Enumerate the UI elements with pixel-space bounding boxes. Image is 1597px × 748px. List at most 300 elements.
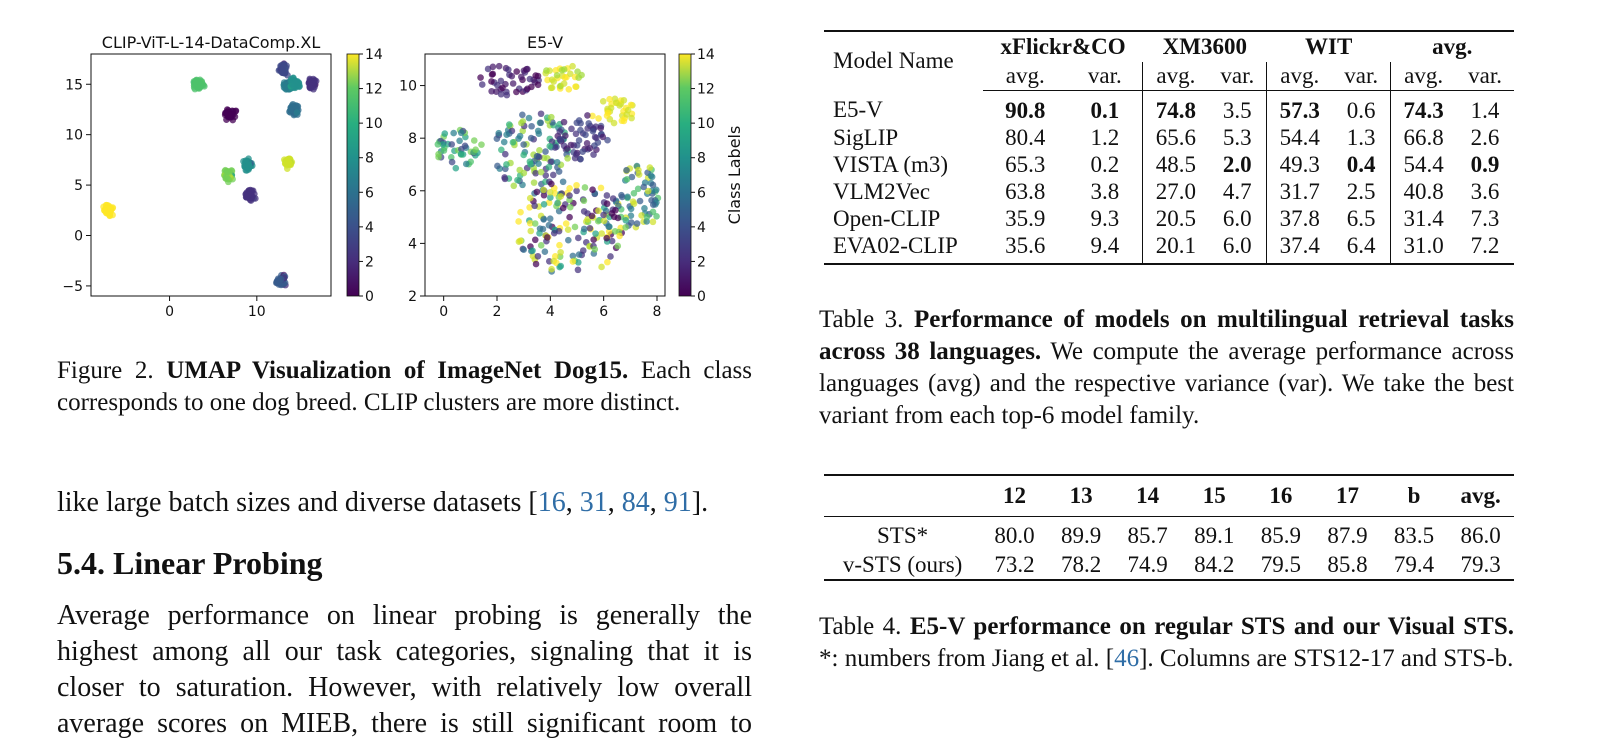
- table-row: [824, 517, 1514, 551]
- table-cell: 79.4: [1393, 551, 1435, 577]
- data-point: [605, 223, 612, 230]
- data-point: [514, 177, 521, 184]
- data-point: [582, 132, 589, 139]
- colorbar-tick-label: 2: [697, 254, 706, 271]
- para-line: Average performance on linear probing is generally the: [57, 600, 752, 631]
- colorbar-tick-label: 12: [365, 81, 383, 98]
- table-cell: 7.3: [1470, 205, 1500, 231]
- row-label: STS*: [877, 522, 929, 548]
- data-point: [650, 182, 657, 189]
- data-point: [197, 83, 204, 90]
- data-point: [598, 230, 605, 237]
- table-cell: 85.9: [1260, 522, 1301, 548]
- data-point: [548, 114, 555, 121]
- data-point: [517, 209, 524, 216]
- colorbar-tick-label: 2: [365, 254, 374, 271]
- data-point: [573, 188, 580, 195]
- caption-post: ]. Columns are STS12-17 and STS-b.: [1139, 645, 1514, 672]
- data-point: [538, 169, 545, 176]
- data-point: [458, 130, 465, 137]
- data-point: [557, 128, 564, 135]
- table-4: [824, 474, 1514, 581]
- data-point: [590, 236, 597, 243]
- data-point: [510, 183, 517, 190]
- y-tick-label: 5: [74, 178, 83, 195]
- table-cell: 63.8: [1005, 178, 1046, 204]
- table-cell: 86.0: [1460, 522, 1501, 548]
- data-point: [550, 172, 557, 179]
- data-point: [624, 176, 631, 183]
- data-point: [287, 107, 294, 114]
- data-point: [598, 264, 605, 271]
- data-point: [282, 85, 289, 92]
- table-cell: 80.0: [994, 522, 1035, 548]
- data-point: [590, 128, 597, 135]
- data-point: [559, 67, 566, 74]
- data-point: [518, 120, 525, 127]
- table-cell: 65.3: [1005, 151, 1046, 177]
- data-point: [634, 220, 641, 227]
- sub-header: var.: [1208, 62, 1266, 91]
- col-model-name: Model Name: [833, 48, 954, 74]
- data-point: [572, 83, 579, 90]
- data-point: [595, 207, 602, 214]
- data-point: [610, 195, 617, 202]
- data-point: [458, 151, 465, 158]
- data-point: [636, 171, 643, 178]
- y-tick-label: 0: [74, 228, 83, 245]
- sub-header: avg.: [983, 62, 1067, 91]
- data-point: [574, 119, 581, 126]
- data-point: [548, 181, 555, 188]
- data-point: [548, 266, 555, 273]
- colorbar: [347, 54, 359, 296]
- column-header: 15: [1181, 475, 1248, 517]
- data-point: [568, 142, 575, 149]
- table-cell: 79.5: [1260, 551, 1301, 577]
- data-point: [503, 131, 510, 138]
- data-point: [536, 147, 543, 154]
- model-name: E5-V: [833, 97, 883, 123]
- data-point: [578, 72, 585, 79]
- data-point: [562, 132, 569, 139]
- table-cell: 27.0: [1143, 178, 1209, 205]
- data-point: [566, 214, 573, 221]
- table-cell: 80.4: [1005, 124, 1046, 150]
- body-line-text: like large batch sizes and diverse datasets [: [57, 487, 538, 518]
- table-cell: 90.8: [1005, 97, 1046, 123]
- data-point: [477, 74, 484, 81]
- caption-pre: *: numbers from Jiang et al. [: [819, 645, 1115, 672]
- data-point: [609, 210, 616, 217]
- data-point: [516, 238, 523, 245]
- caption-rest: Each class corresponds to one dog breed. CLIP clusters are more distinct.: [57, 357, 752, 416]
- caption-label: Table 4.: [819, 613, 902, 640]
- table-cell: 35.9: [1005, 205, 1046, 231]
- data-point: [550, 78, 557, 85]
- data-point: [521, 170, 528, 177]
- data-point: [517, 133, 524, 140]
- data-point: [538, 110, 545, 117]
- data-point: [540, 226, 547, 233]
- data-point: [637, 198, 644, 205]
- caption-bold: E5-V performance on regular STS and our Visual STS.: [909, 613, 1515, 640]
- data-point: [592, 134, 599, 141]
- data-point: [498, 78, 505, 85]
- colorbar-tick-label: 4: [697, 219, 706, 236]
- table-cell: 74.8: [1143, 91, 1209, 125]
- table-cell: 31.4: [1391, 205, 1457, 232]
- data-point: [557, 249, 564, 256]
- table-cell: 83.5: [1393, 522, 1435, 548]
- group-header: WIT: [1305, 34, 1353, 59]
- data-point: [505, 66, 512, 73]
- data-point: [488, 88, 495, 95]
- colorbar-tick-label: 8: [697, 150, 706, 167]
- data-point: [566, 192, 573, 199]
- data-point: [556, 228, 563, 235]
- colorbar-tick-label: 8: [365, 150, 374, 167]
- table-cell: 0.9: [1470, 151, 1500, 177]
- group-header: xFlickr&CO: [1000, 34, 1126, 59]
- table-cell: 65.6: [1143, 124, 1209, 151]
- table-cell: 31.0: [1391, 232, 1457, 264]
- data-point: [572, 224, 579, 231]
- sub-header: var.: [1067, 62, 1143, 91]
- data-point: [537, 119, 544, 126]
- data-point: [562, 74, 569, 81]
- table-row: [824, 178, 1514, 205]
- data-point: [604, 259, 611, 266]
- data-point: [524, 66, 531, 73]
- data-point: [561, 119, 568, 126]
- table-cell: 7.2: [1470, 232, 1500, 258]
- data-point: [508, 73, 515, 80]
- data-point: [222, 110, 229, 117]
- data-point: [564, 155, 571, 162]
- data-point: [554, 159, 561, 166]
- column-header: 12: [981, 475, 1048, 517]
- table-cell: 84.2: [1194, 551, 1235, 577]
- data-point: [605, 110, 612, 117]
- data-point: [535, 128, 542, 135]
- data-point: [572, 155, 579, 162]
- data-point: [623, 167, 630, 174]
- colorbar-tick-label: 10: [365, 116, 383, 133]
- data-point: [557, 193, 564, 200]
- data-point: [510, 80, 517, 87]
- data-point: [449, 159, 456, 166]
- table-cell: 0.6: [1346, 97, 1376, 123]
- data-point: [506, 121, 513, 128]
- data-point: [644, 214, 651, 221]
- data-point: [489, 71, 496, 78]
- table-cell: 35.6: [1005, 232, 1046, 258]
- table-4-caption: [819, 611, 1514, 675]
- data-point: [472, 146, 479, 153]
- table-cell: 40.8: [1391, 178, 1457, 205]
- data-point: [529, 247, 536, 254]
- table-row: [824, 232, 1514, 264]
- caption-label: Table 3.: [819, 306, 904, 333]
- data-point: [595, 115, 602, 122]
- table-cell: 6.5: [1346, 205, 1376, 231]
- data-point: [614, 243, 621, 250]
- sub-header: avg.: [1267, 62, 1333, 91]
- data-point: [527, 158, 534, 165]
- scatter-points: [100, 60, 319, 288]
- table-row: [824, 151, 1514, 178]
- data-point: [641, 205, 648, 212]
- data-point: [650, 209, 657, 216]
- data-point: [494, 163, 501, 170]
- data-point: [518, 74, 525, 81]
- table-cell: 6.0: [1222, 205, 1252, 231]
- data-point: [565, 237, 572, 244]
- citation-link[interactable]: 16: [537, 487, 566, 518]
- data-point: [561, 80, 568, 87]
- data-point: [527, 228, 534, 235]
- data-point: [585, 120, 592, 127]
- data-point: [245, 158, 252, 165]
- data-point: [513, 89, 520, 96]
- data-point: [294, 109, 301, 116]
- data-point: [532, 237, 539, 244]
- column-header: 13: [1048, 475, 1115, 517]
- data-point: [519, 112, 526, 119]
- table-cell: 0.4: [1346, 151, 1376, 177]
- data-point: [600, 134, 607, 141]
- model-name: VISTA (m3): [833, 151, 949, 177]
- data-point: [600, 98, 607, 105]
- data-point: [563, 220, 570, 227]
- table-cell: 1.3: [1346, 124, 1376, 150]
- sub-header: var.: [1456, 62, 1514, 91]
- data-point: [520, 152, 527, 159]
- data-point: [640, 184, 647, 191]
- table-cell: 89.9: [1060, 522, 1102, 548]
- data-point: [531, 179, 538, 186]
- data-point: [581, 226, 588, 233]
- scatter-points: [435, 63, 662, 275]
- data-point: [532, 220, 539, 227]
- data-point: [603, 235, 610, 242]
- table-cell: 4.7: [1222, 178, 1252, 204]
- table-cell: 57.3: [1267, 91, 1333, 125]
- plot-title: CLIP-ViT-L-14-DataComp.XL: [101, 33, 321, 52]
- table-cell: 54.4: [1267, 124, 1333, 151]
- data-point: [107, 206, 114, 213]
- table-cell: 1.4: [1470, 97, 1500, 123]
- table-row: [824, 205, 1514, 232]
- table-row: [824, 124, 1514, 151]
- model-name: Open-CLIP: [833, 205, 941, 231]
- data-point: [567, 204, 574, 211]
- column-header: 16: [1248, 475, 1315, 517]
- data-point: [565, 226, 572, 233]
- table-cell: 2.5: [1346, 178, 1376, 204]
- sub-header: var.: [1332, 62, 1390, 91]
- y-tick-label: 2: [408, 289, 417, 305]
- data-point: [560, 178, 567, 185]
- sub-header: avg.: [1391, 62, 1457, 91]
- table-cell: 48.5: [1143, 151, 1209, 178]
- data-point: [278, 276, 285, 283]
- table-cell: 85.8: [1327, 551, 1368, 577]
- figure-2-caption: [57, 355, 752, 419]
- data-point: [225, 176, 232, 183]
- data-point: [471, 137, 478, 144]
- data-point: [501, 139, 508, 146]
- table-cell: 3.8: [1090, 178, 1120, 204]
- data-point: [488, 78, 495, 85]
- column-header: avg.: [1447, 475, 1514, 517]
- data-point: [527, 195, 534, 202]
- data-point: [581, 197, 588, 204]
- data-point: [546, 143, 553, 150]
- data-point: [528, 135, 535, 142]
- data-point: [557, 263, 564, 270]
- caption-bold: UMAP Visualization of ImageNet Dog15.: [166, 357, 629, 384]
- data-point: [579, 148, 586, 155]
- data-point: [650, 219, 657, 226]
- data-point: [515, 218, 522, 225]
- umap-figure: [40, 28, 780, 328]
- colorbar-tick-label: 10: [697, 116, 715, 133]
- data-point: [589, 213, 596, 220]
- citation-link[interactable]: 91: [663, 487, 692, 518]
- data-point: [573, 182, 580, 189]
- data-point: [628, 206, 635, 213]
- group-header: avg.: [1432, 34, 1473, 59]
- data-point: [597, 125, 604, 132]
- data-point: [224, 169, 231, 176]
- table-cell: 20.1: [1143, 232, 1209, 264]
- table-cell: 37.8: [1267, 205, 1333, 232]
- table-cell: 79.3: [1460, 551, 1501, 577]
- column-header: 17: [1314, 475, 1381, 517]
- y-tick-label: 10: [65, 127, 83, 144]
- data-point: [556, 168, 563, 175]
- data-point: [479, 81, 486, 88]
- data-point: [546, 164, 553, 171]
- citation-link[interactable]: 31: [579, 487, 608, 518]
- x-tick-label: 0: [439, 304, 449, 320]
- data-point: [648, 172, 655, 179]
- table-cell: 85.7: [1127, 522, 1168, 548]
- data-point: [534, 189, 541, 196]
- table-cell: 3.6: [1470, 178, 1500, 204]
- data-point: [504, 92, 511, 99]
- table-3-caption: [819, 304, 1514, 432]
- table-cell: 1.2: [1090, 124, 1120, 150]
- data-point: [582, 184, 589, 191]
- y-tick-label: 10: [399, 78, 417, 95]
- data-point: [650, 201, 657, 208]
- y-tick-label: 15: [65, 77, 83, 94]
- data-point: [307, 85, 314, 92]
- sub-header: avg.: [1143, 62, 1209, 91]
- ref-separator: ,: [565, 487, 580, 518]
- data-point: [604, 192, 611, 199]
- data-point: [549, 84, 556, 91]
- data-point: [535, 253, 542, 260]
- colorbar-tick-label: 14: [697, 47, 715, 63]
- data-point: [616, 233, 623, 240]
- model-name: SigLIP: [833, 124, 899, 150]
- data-point: [543, 67, 550, 74]
- linear-probing-paragraph: [57, 598, 752, 742]
- data-point: [601, 217, 608, 224]
- table-cell: 66.8: [1391, 124, 1457, 151]
- data-point: [540, 187, 547, 194]
- data-point: [520, 246, 527, 253]
- data-point: [544, 234, 551, 241]
- data-point: [435, 141, 442, 148]
- colorbar-tick-label: 14: [365, 47, 383, 63]
- data-point: [513, 68, 520, 75]
- data-point: [520, 141, 527, 148]
- colorbar: [679, 54, 691, 296]
- table-cell: 54.4: [1391, 151, 1457, 178]
- data-point: [570, 258, 577, 265]
- data-point: [575, 267, 582, 274]
- data-point: [587, 225, 594, 232]
- table-cell: 31.7: [1267, 178, 1333, 205]
- data-point: [538, 242, 545, 249]
- data-point: [463, 161, 470, 168]
- table-cell: 6.4: [1346, 232, 1376, 258]
- data-point: [580, 247, 587, 254]
- data-point: [490, 64, 497, 71]
- citation-link[interactable]: 84: [621, 487, 650, 518]
- data-point: [557, 137, 564, 144]
- column-header: b: [1381, 475, 1448, 517]
- data-point: [546, 222, 553, 229]
- citation-link[interactable]: 46: [1114, 645, 1140, 672]
- table-cell: 5.3: [1222, 124, 1252, 150]
- ref-separator: ,: [607, 487, 622, 518]
- data-point: [528, 123, 535, 130]
- data-point: [531, 203, 538, 210]
- group-header: XM3600: [1162, 34, 1247, 59]
- x-tick-label: 2: [492, 304, 502, 320]
- colorbar-tick-label: 0: [365, 289, 374, 305]
- data-point: [456, 137, 463, 144]
- y-tick-label: 4: [408, 236, 417, 253]
- data-point: [584, 140, 591, 147]
- data-point: [547, 215, 554, 222]
- data-point: [600, 212, 607, 219]
- data-point: [535, 160, 542, 167]
- data-point: [569, 63, 576, 70]
- row-label: v-STS (ours): [842, 551, 963, 577]
- data-point: [589, 186, 596, 193]
- data-point: [450, 130, 457, 137]
- colorbar-tick-label: 0: [697, 289, 706, 305]
- table-cell: 87.9: [1327, 522, 1368, 548]
- data-point: [568, 126, 575, 133]
- table-cell: 9.4: [1090, 232, 1120, 258]
- data-point: [622, 217, 629, 224]
- data-point: [502, 151, 509, 158]
- body-line-end: ].: [691, 487, 709, 518]
- data-point: [576, 137, 583, 144]
- model-name: VLM2Vec: [833, 178, 931, 204]
- body-line: [57, 485, 708, 521]
- data-point: [542, 148, 549, 155]
- table-cell: 2.6: [1470, 124, 1500, 150]
